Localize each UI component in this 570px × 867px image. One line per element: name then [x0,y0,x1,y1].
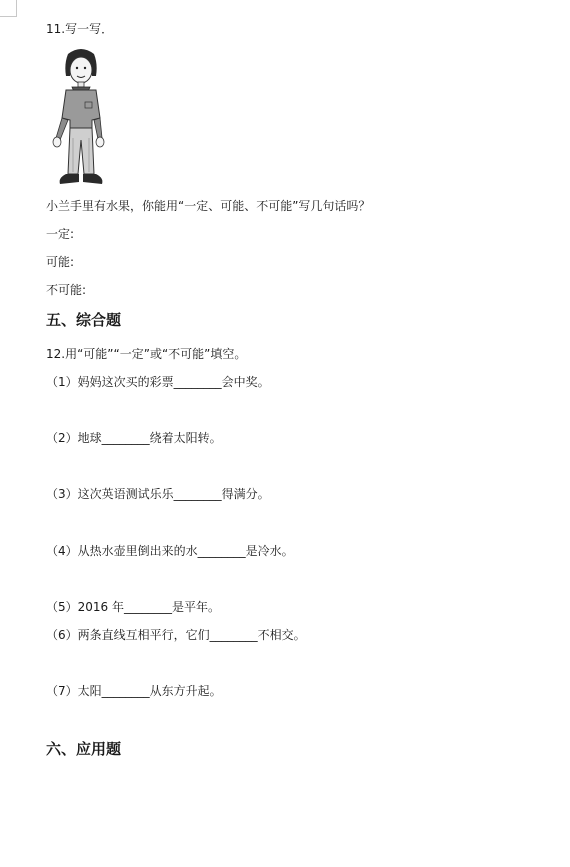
section-6-heading: 六、应用题 [46,740,122,758]
fill-blank-item-2: （2）地球________绕着太阳转。 [46,431,222,445]
fill-blank-item-4: （4）从热水壶里倒出来的水________是冷水。 [46,544,294,558]
girl-figure-illustration [46,46,116,188]
fill-blank-item-7: （7）太阳________从东方升起。 [46,684,222,698]
section-5-heading: 五、综合题 [46,311,122,329]
answer-line-possible: 可能: [46,255,75,269]
page-corner-mark [0,0,17,17]
fill-blank-item-6: （6）两条直线互相平行，它们________不相交。 [46,628,306,642]
fill-blank-item-5: （5）2016 年________是平年。 [46,600,220,614]
question-11-prompt: 小兰手里有水果，你能用“一定、可能、不可能”写几句话吗？ [46,199,371,213]
question-12-title: 12.用“可能”“一定”或“不可能”填空。 [46,347,247,361]
fill-blank-item-3: （3）这次英语测试乐乐________得满分。 [46,487,270,501]
answer-line-impossible: 不可能: [46,283,87,297]
question-11-title: 11.写一写． [46,22,114,36]
answer-line-certain: 一定: [46,227,75,241]
fill-blank-item-1: （1）妈妈这次买的彩票________会中奖。 [46,375,270,389]
